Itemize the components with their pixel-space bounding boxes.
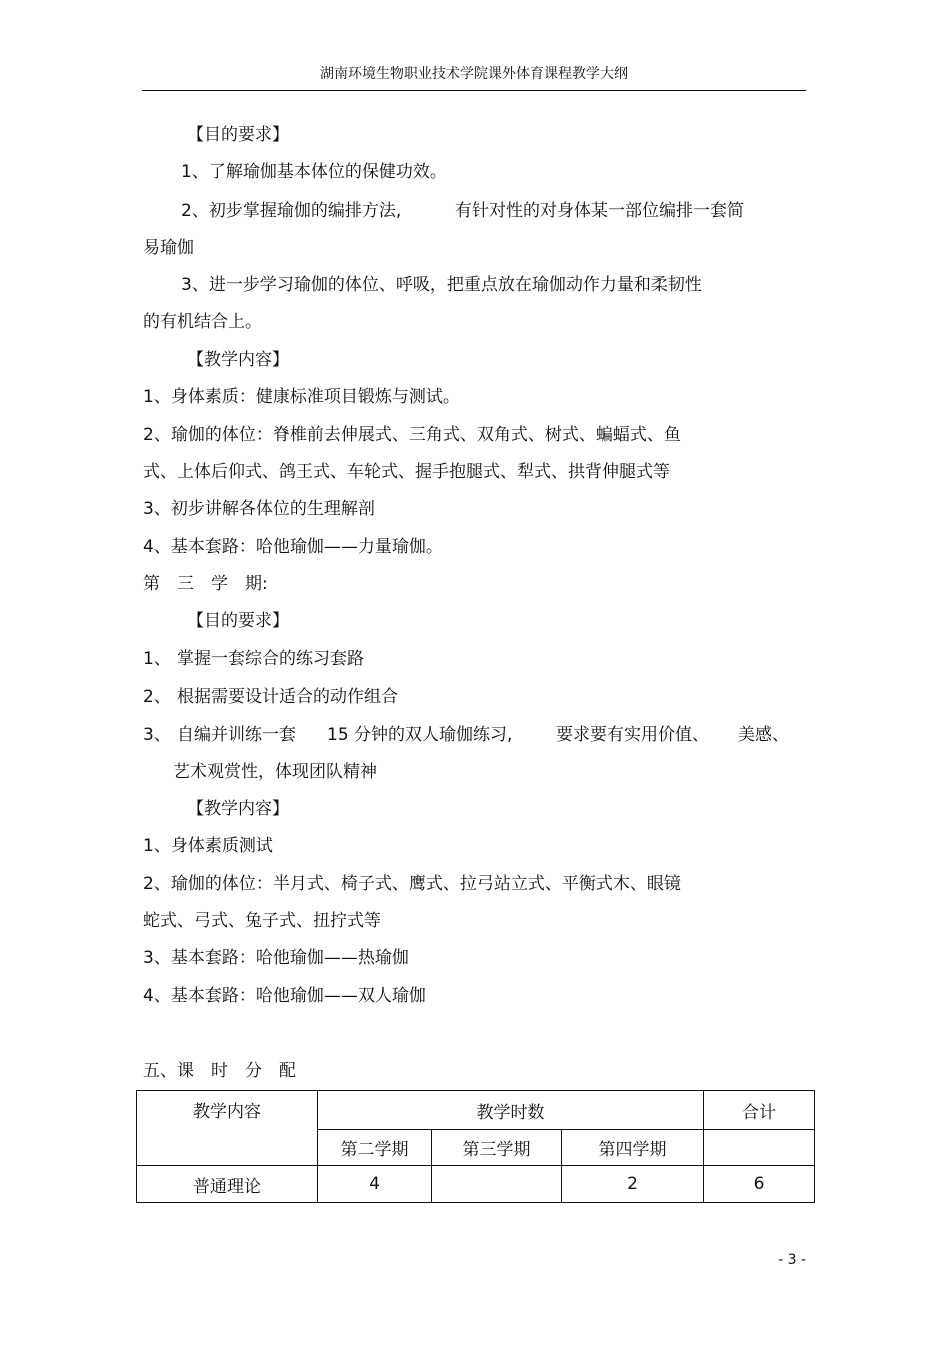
text-line: 3、进一步学习瑜伽的体位、呼吸，把重点放在瑜伽动作力量和柔韧性 [181,275,702,295]
cell-term4: 2 [562,1166,704,1203]
header-content: 教学内容 [137,1091,318,1166]
list-item: 艺术观赏性，体现团队精神 [173,762,377,782]
text-line: 3、基本套路：哈他瑜伽——热瑜伽 [143,948,409,968]
list-number: 2、 [143,687,171,707]
header-term2: 第二学期 [318,1130,432,1166]
text-line: 有针对性的对身体某一部位编排一套简 [455,201,744,221]
section-heading: 【目的要求】 [187,611,289,631]
page-number: - 3 - [778,1252,806,1268]
list-item: 掌握一套综合的练习套路 [177,649,364,669]
list-item: 15 分钟的双人瑜伽练习, [327,725,513,745]
term-heading: 第 三 学 期: [143,574,268,594]
text-line: 1、了解瑜伽基本体位的保健功效。 [181,162,447,182]
section-heading: 五、课 时 分 配 [143,1061,296,1081]
page-header: 湖南环境生物职业技术学院课外体育课程教学大纲 [320,66,628,82]
text-line: 2、瑜伽的体位：半月式、椅子式、鹰式、拉弓站立式、平衡式木、眼镜 [143,874,681,894]
list-number: 3、 [143,725,171,745]
list-item: 要求要有实用价值、 [556,725,709,745]
text-line: 3、初步讲解各体位的生理解剖 [143,499,375,519]
header-total-blank [704,1130,815,1166]
header-total: 合计 [704,1091,815,1130]
text-line: 式、上体后仰式、鸽王式、车轮式、握手抱腿式、犁式、拱背伸腿式等 [143,462,670,482]
text-line: 蛇式、弓式、兔子式、扭拧式等 [143,911,381,931]
cell-term3 [432,1166,562,1203]
text-line: 4、基本套路：哈他瑜伽——双人瑜伽 [143,986,426,1006]
cell-content: 普通理论 [137,1166,318,1203]
cell-term2: 4 [318,1166,432,1203]
text-line: 2、初步掌握瑜伽的编排方法, [181,201,402,221]
list-item: 美感、 [738,725,789,745]
header-hours: 教学时数 [318,1091,704,1130]
hours-table [136,1090,815,1203]
header-term3: 第三学期 [432,1130,562,1166]
section-heading: 【教学内容】 [187,350,289,370]
cell-total: 6 [704,1166,815,1203]
text-line: 1、身体素质：健康标准项目锻炼与测试。 [143,387,460,407]
text-line: 1、身体素质测试 [143,836,273,856]
text-line: 易瑜伽 [143,238,194,258]
table-row [137,1166,815,1203]
header-term4: 第四学期 [562,1130,704,1166]
list-item: 自编并训练一套 [177,725,296,745]
header-divider [142,90,806,91]
text-line: 2、瑜伽的体位：脊椎前去伸展式、三角式、双角式、树式、蝙蝠式、鱼 [143,425,681,445]
section-heading: 【目的要求】 [187,125,289,145]
text-line: 4、基本套路：哈他瑜伽——力量瑜伽。 [143,537,443,557]
list-number: 1、 [143,649,171,669]
list-item: 根据需要设计适合的动作组合 [177,687,398,707]
text-line: 的有机结合上。 [143,312,262,332]
section-heading: 【教学内容】 [187,799,289,819]
